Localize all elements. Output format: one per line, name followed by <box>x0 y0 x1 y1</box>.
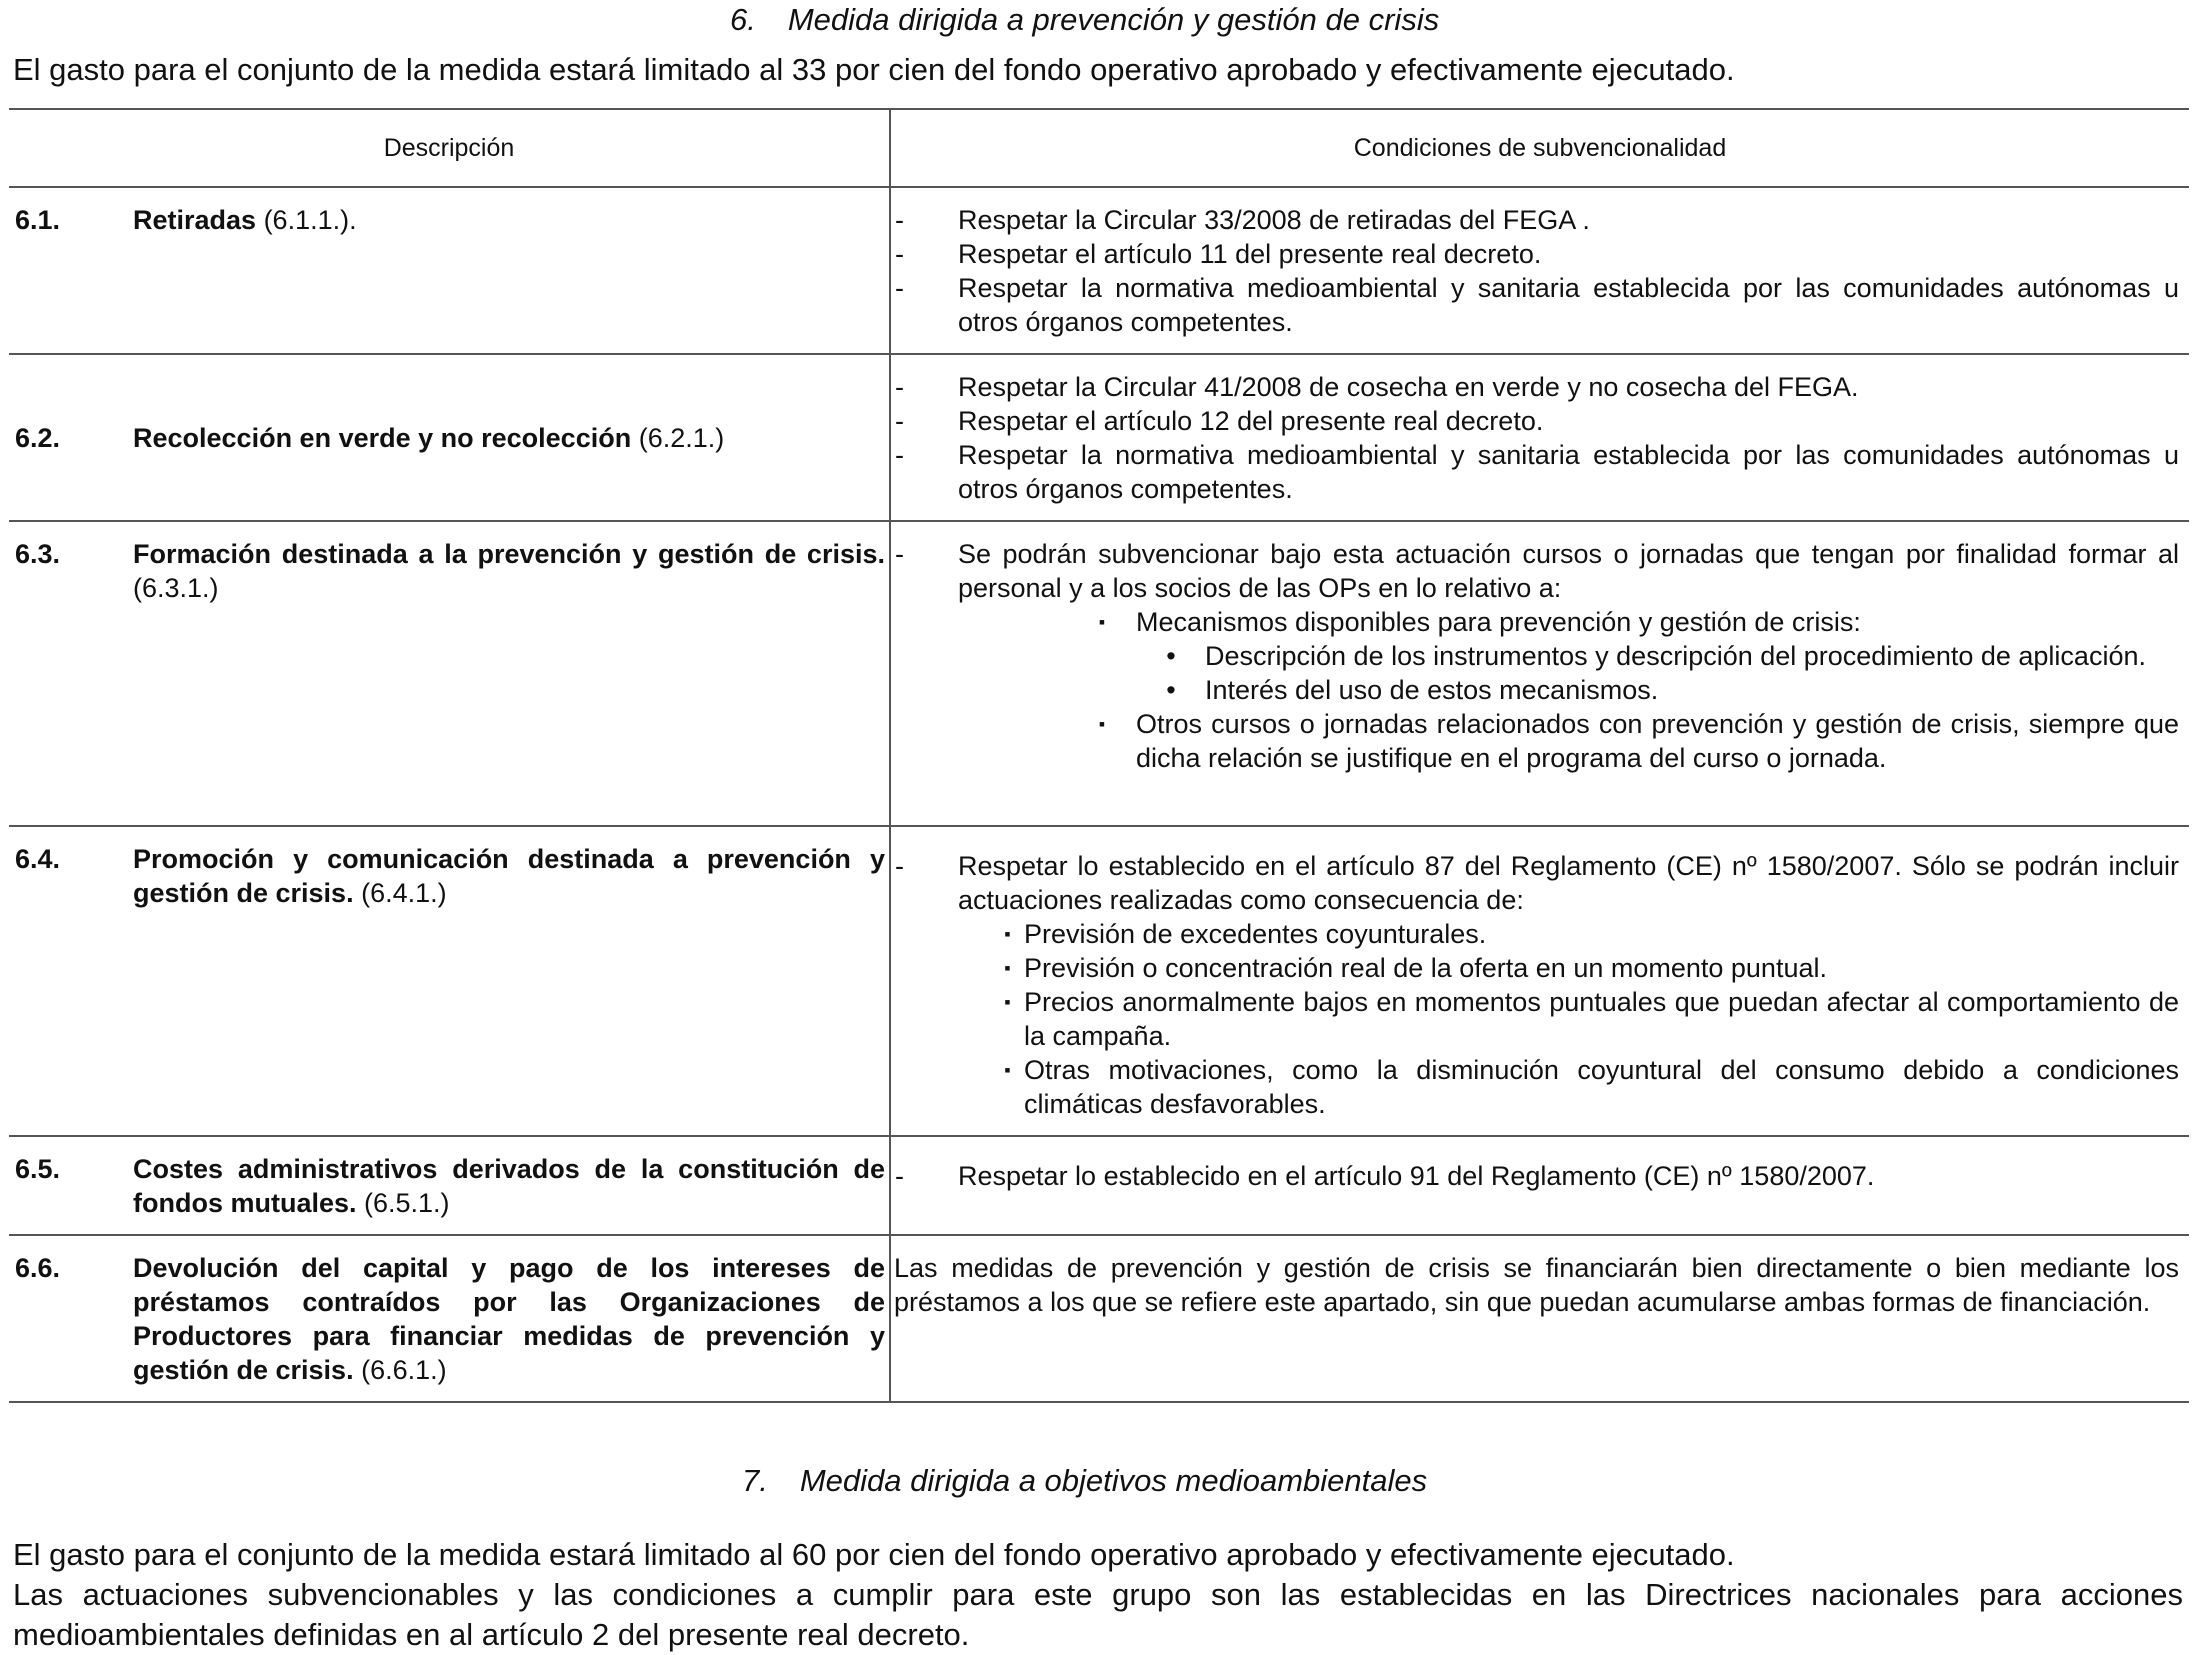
condition-subitem: ▪ Otros cursos o jornadas relacionados con prevención y gestión de crisis, siempre que dicha relación se justifique en el programa del curso o jornada. <box>1098 709 2179 773</box>
row-ref: (6.5.1.) <box>356 1188 450 1218</box>
row-conditions-cell <box>890 187 2189 354</box>
row-description-cell <box>9 1235 890 1402</box>
row-ref: (6.4.1.) <box>353 878 447 908</box>
section-7-intro <box>13 1535 2183 1655</box>
section-7-title: Medida dirigida a objetivos medioambientales <box>799 1463 1428 1498</box>
condition-item: - Se podrán subvencionar bajo esta actuación cursos o jornadas que tengan por finalidad formar al personal y a los socios de las OPs en lo relativo a: <box>895 539 2179 603</box>
condition-subitem: • Interés del uso de estos mecanismos. <box>1166 675 1659 705</box>
condition-item: - Respetar lo establecido en el artículo 91 del Reglamento (CE) nº 1580/2007. <box>895 1161 1875 1191</box>
row-ref: (6.1.1.). <box>256 205 357 235</box>
condition-item: - Respetar lo establecido en el artículo 87 del Reglamento (CE) nº 1580/2007. Sólo se podrán incluir actuaciones realizadas como consecuencia de: <box>895 851 2179 915</box>
row-conditions-cell <box>890 1235 2189 1402</box>
row-code: 6.2. <box>15 423 61 453</box>
row-code: 6.4. <box>15 844 61 874</box>
row-title: Recolección en verde y no recolección <box>133 423 632 453</box>
row-description-cell <box>9 354 890 521</box>
row-title: Formación destinada a la prevención y gestión de crisis. <box>133 539 885 569</box>
row-conditions-cell <box>890 1136 2189 1235</box>
row-conditions-cell <box>890 354 2189 521</box>
condition-item: - Respetar la Circular 33/2008 de retiradas del FEGA . <box>895 205 1590 235</box>
row-description-cell <box>9 1136 890 1235</box>
row-description-cell <box>9 187 890 354</box>
table-row <box>9 826 2189 1136</box>
row-conditions-cell <box>890 826 2189 1136</box>
row-ref: (6.6.1.) <box>353 1355 447 1385</box>
row-conditions-cell <box>890 521 2189 826</box>
condition-text: Las medidas de prevención y gestión de crisis se financiarán bien directamente o bien mediante los préstamos a los que se refiere este apartado, sin que puedan acumularse ambas formas de financiación. <box>894 1253 2179 1317</box>
section-6-intro: El gasto para el conjunto de la medida estará limitado al 33 por cien del fondo operativo aprobado y efectivamente ejecutado. <box>13 52 1735 87</box>
condition-subitem: ▪ Previsión de excedentes coyunturales. <box>1004 919 1487 949</box>
condition-subitem: ▪ Otras motivaciones, como la disminución coyuntural del consumo debido a condiciones climáticas desfavorables. <box>1004 1055 2179 1119</box>
section-6-heading <box>0 2 2195 38</box>
condition-item: - Respetar la normativa medioambiental y sanitaria establecida por las comunidades autónomas u otros órganos competentes. <box>895 440 2179 504</box>
section-7-intro-1: El gasto para el conjunto de la medida estará limitado al 60 por cien del fondo operativo aprobado y efectivamente ejecutado. <box>13 1537 1735 1572</box>
section-7-intro-2: Las actuaciones subvencionables y las condiciones a cumplir para este grupo son las establecidas en las Directrices nacionales para acciones medioambientales definidas en al artículo 2 del presente real decreto. <box>13 1577 2183 1652</box>
row-ref: (6.2.1.) <box>631 423 725 453</box>
row-title: Retiradas <box>133 205 257 235</box>
row-ref: (6.3.1.) <box>133 573 219 603</box>
crisis-measures-table <box>9 108 2189 1403</box>
table-row <box>9 1235 2189 1402</box>
table-row <box>9 521 2189 826</box>
table-row <box>9 354 2189 521</box>
condition-item: - Respetar la Circular 41/2008 de cosecha en verde y no cosecha del FEGA. <box>895 372 1859 402</box>
table-row <box>9 187 2189 354</box>
row-code: 6.3. <box>15 539 61 569</box>
section-6-number: 6. <box>730 2 756 37</box>
table-header-row <box>9 109 2189 187</box>
row-description-cell <box>9 826 890 1136</box>
row-description-cell <box>9 521 890 826</box>
row-title: Promoción y comunicación destinada a prevención y gestión de crisis. <box>133 844 885 908</box>
row-code: 6.6. <box>15 1253 61 1283</box>
row-title: Devolución del capital y pago de los intereses de préstamos contraídos por las Organizaciones de Productores para financiar medidas de prevención y gestión de crisis. <box>133 1253 885 1385</box>
row-code: 6.1. <box>15 205 61 235</box>
condition-subitem: ▪ Mecanismos disponibles para prevención y gestión de crisis: <box>1098 607 1861 637</box>
section-6-title: Medida dirigida a prevención y gestión de crisis <box>787 2 1440 37</box>
condition-subitem: ▪ Precios anormalmente bajos en momentos puntuales que puedan afectar al comportamiento de la campaña. <box>1004 987 2179 1051</box>
header-description: Descripción <box>9 109 890 187</box>
table-row <box>9 1136 2189 1235</box>
header-conditions: Condiciones de subvencionalidad <box>890 109 2189 187</box>
row-code: 6.5. <box>15 1154 61 1184</box>
condition-subitem: ▪ Previsión o concentración real de la oferta en un momento puntual. <box>1004 953 1827 983</box>
condition-item: - Respetar el artículo 11 del presente real decreto. <box>895 239 1542 269</box>
condition-subitem: • Descripción de los instrumentos y descripción del procedimiento de aplicación. <box>1166 641 2146 671</box>
section-7-number: 7. <box>742 1463 768 1498</box>
row-title: Costes administrativos derivados de la constitución de fondos mutuales. <box>133 1154 885 1218</box>
section-7-heading <box>0 1463 2195 1499</box>
condition-item: - Respetar el artículo 12 del presente real decreto. <box>895 406 1544 436</box>
condition-item: - Respetar la normativa medioambiental y sanitaria establecida por las comunidades autónomas u otros órganos competentes. <box>895 273 2179 337</box>
